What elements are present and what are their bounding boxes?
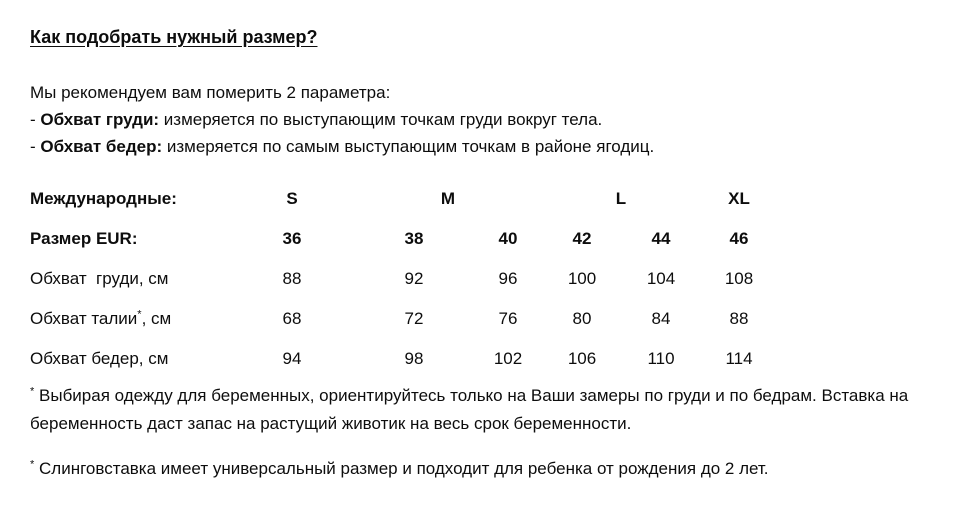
footnote-asterisk: *	[30, 458, 35, 471]
measure-term-chest: Обхват груди:	[40, 110, 160, 129]
eur-value: 38	[404, 229, 424, 248]
row-label-hips: Обхват бедер, см	[30, 349, 169, 368]
chest-value: 96	[498, 269, 518, 288]
chest-value: 100	[567, 269, 597, 288]
hips-value: 94	[282, 349, 302, 368]
table-row-chest	[30, 259, 778, 299]
eur-value: 44	[651, 229, 671, 248]
row-label-chest: Обхват груди, см	[30, 269, 169, 288]
waist-asterisk: *	[137, 308, 142, 321]
waist-value: 72	[404, 309, 424, 328]
table-row-eur	[30, 219, 778, 259]
hips-value: 98	[404, 349, 424, 368]
size-value-l: L	[615, 189, 627, 208]
chest-value: 92	[404, 269, 424, 288]
table-row-international	[30, 179, 778, 219]
hips-value: 110	[647, 349, 675, 368]
size-value-xl: XL	[728, 189, 750, 208]
dash: -	[30, 137, 41, 156]
dash: -	[30, 110, 41, 129]
footnote-asterisk: *	[30, 385, 35, 398]
hips-value: 102	[493, 349, 523, 368]
footnote-line: беременность даст запас на растущий животик на весь срок беременности.	[30, 414, 632, 433]
eur-value: 36	[282, 229, 302, 248]
hips-value: 106	[567, 349, 597, 368]
size-value-m: M	[440, 189, 456, 208]
row-label-waist: Обхват талии*, см	[30, 308, 172, 328]
size-table	[30, 179, 778, 379]
waist-value: 84	[651, 309, 671, 328]
measure-desc-chest: измеряется по выступающим точкам груди вокруг тела.	[159, 110, 603, 129]
intro-lead: Мы рекомендуем вам померить 2 параметра:	[30, 83, 391, 102]
eur-value: 46	[729, 229, 749, 248]
footnote-line: * Слинговставка имеет универсальный размер и подходит для ребенка от рождения до 2 лет.	[30, 458, 769, 478]
chest-value: 88	[282, 269, 302, 288]
chest-value: 108	[724, 269, 754, 288]
page-title: Как подобрать нужный размер?	[30, 27, 318, 47]
table-row-waist	[30, 299, 778, 339]
hips-value: 114	[725, 349, 753, 368]
measure-term-hips: Обхват бедер:	[40, 137, 163, 156]
waist-value: 88	[729, 309, 749, 328]
waist-value: 76	[498, 309, 518, 328]
waist-value: 68	[282, 309, 302, 328]
footnote-sling-insert	[30, 455, 957, 483]
intro-section	[30, 79, 957, 160]
eur-value: 42	[572, 229, 592, 248]
waist-value: 80	[572, 309, 592, 328]
row-label-international: Международные:	[30, 189, 177, 208]
table-row-hips	[30, 339, 778, 379]
footnote-line: * Выбирая одежду для беременных, ориентируйтесь только на Ваши замеры по груди и по бедрам. Вставка на	[30, 385, 909, 405]
measure-item-chest	[30, 106, 957, 133]
size-value-s: S	[286, 189, 298, 208]
row-label-eur: Размер EUR:	[30, 229, 138, 248]
measure-item-hips	[30, 133, 957, 160]
chest-value: 104	[646, 269, 676, 288]
measure-desc-hips: измеряется по самым выступающим точкам в районе ягодиц.	[162, 137, 655, 156]
eur-value: 40	[498, 229, 518, 248]
footnote-pregnancy	[30, 382, 957, 438]
